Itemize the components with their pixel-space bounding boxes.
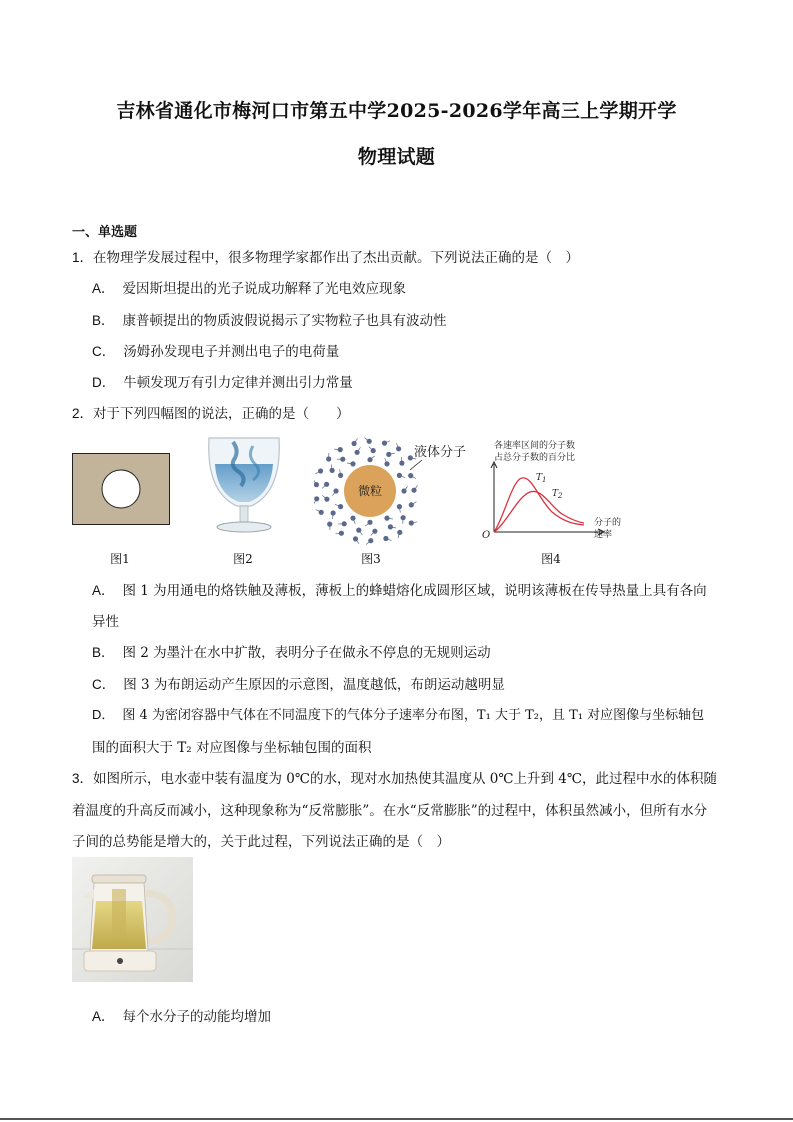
curve-t2-label: $T_2$ — [552, 489, 563, 500]
molecule-velocity-arrow — [334, 449, 340, 450]
liquid-molecule — [338, 504, 343, 509]
liquid-molecule — [411, 488, 416, 493]
liquid-molecule — [397, 473, 402, 478]
liquid-pointer — [410, 460, 422, 470]
glass-stem — [240, 506, 248, 522]
liquid-molecule — [382, 441, 387, 446]
q3-option-a — [92, 1005, 271, 1025]
base-button — [117, 958, 123, 964]
q2-option-d — [92, 704, 704, 723]
figure3-brownian-diagram — [314, 436, 474, 546]
option-label: A． — [92, 583, 115, 598]
q2-option-a-cont: 异性 — [92, 614, 119, 630]
liquid-molecule — [314, 482, 319, 487]
curve-t2 — [494, 491, 584, 532]
q2-option-b — [92, 641, 491, 661]
kettle-photo — [72, 857, 193, 982]
option-text-line1: 图 4 为密闭容器中气体在不同温度下的气体分子速率分布图，T₁ 大于 T₂，且 T₁ 对应图像与坐标轴包 — [122, 708, 705, 723]
option-text: 每个水分子的动能均增加 — [122, 1009, 272, 1025]
kettle-lid — [92, 875, 146, 883]
option-label: B． — [92, 313, 115, 328]
q2-option-c — [92, 673, 505, 693]
liquid-molecule — [318, 468, 323, 473]
liquid-molecule — [356, 528, 361, 533]
liquid-molecule — [386, 452, 391, 457]
fig4-ylabel-line2: 占总分子数的百分比 — [494, 453, 576, 463]
curve-t1-label: $T_1$ — [536, 473, 547, 484]
figure2-ink-glass — [203, 432, 285, 534]
option-label: D． — [92, 375, 116, 390]
option-label: A． — [92, 281, 115, 296]
liquid-molecule — [350, 516, 355, 521]
figure2-caption: 图2 — [233, 552, 253, 566]
figure4-caption: 图4 — [541, 552, 561, 566]
page-bottom-rule — [0, 1118, 793, 1120]
option-label: C． — [92, 677, 116, 692]
liquid-molecule — [409, 520, 414, 525]
page-title-line2: 物理试题 — [357, 146, 436, 168]
q2-number: 2． — [72, 406, 94, 421]
fig4-xlabel-line2: 速率 — [594, 530, 613, 540]
q2-option-d-cont: 围的面积大于 T₂ 对应图像与坐标轴包围的面积 — [92, 740, 372, 756]
liquid-molecule — [319, 510, 324, 515]
option-label: D． — [92, 707, 115, 722]
q1-option-a — [92, 277, 406, 297]
option-text: 图 3 为布朗运动产生原因的示意图，温度越低，布朗运动越明显 — [123, 677, 505, 693]
liquid-molecule — [409, 502, 414, 507]
figure1-board-diagram — [72, 453, 170, 525]
q2-option-a — [92, 579, 707, 599]
option-text: 爱因斯坦提出的光子说成功解释了光电效应现象 — [122, 281, 407, 297]
q1-number: 1． — [72, 250, 94, 265]
infuser — [112, 889, 126, 937]
option-label: A． — [92, 1009, 115, 1024]
melted-circle — [102, 470, 140, 508]
option-text: 康普顿提出的物质波假说揭示了实物粒子也具有波动性 — [122, 313, 447, 329]
q1-option-d — [92, 371, 353, 391]
q1-stem — [72, 246, 579, 266]
figure4-speed-distribution — [480, 438, 630, 544]
liquid-molecule — [383, 536, 388, 541]
q1-text: 在物理学发展过程中，很多物理学家都作出了杰出贡献。下列说法正确的是（ ） — [93, 250, 580, 266]
liquid-label: 液体分子 — [414, 445, 467, 460]
fig4-ylabel-line1: 各速率区间的分子数 — [494, 441, 576, 451]
q1-option-c — [92, 340, 339, 360]
section-heading: 一、单选题 — [72, 225, 138, 240]
curve-t1 — [494, 478, 584, 532]
q3-stem-line1 — [72, 767, 717, 787]
q1-option-b — [92, 309, 447, 329]
q3-stem-line2: 着温度的升高反而减小，这种现象称为“反常膨胀”。在水“反常膨胀”的过程中，体积虽然减小，但所有水分 — [72, 803, 708, 819]
figure1-caption: 图1 — [110, 552, 130, 566]
glass-base — [217, 522, 271, 532]
q2-stem — [72, 402, 350, 422]
molecule-velocity-arrow — [401, 457, 402, 463]
option-label: C． — [92, 344, 116, 359]
q3-number: 3． — [72, 771, 94, 786]
fig4-origin: O — [482, 530, 491, 541]
fig4-xlabel-line1: 分子的 — [594, 518, 622, 528]
option-text: 图 2 为墨汁在水中扩散，表明分子在做永不停息的无规则运动 — [122, 645, 491, 661]
option-label: B． — [92, 645, 115, 660]
figure3-caption: 图3 — [361, 552, 381, 566]
option-text-line1: 图 1 为用通电的烙铁触及薄板，薄板上的蜂蜡熔化成圆形区域，说明该薄板在传导热量上具有各向 — [122, 583, 707, 599]
q3-stem-line3: 子间的总势能是增大的，关于此过程，下列说法正确的是（ ） — [72, 834, 450, 850]
q3-text-line1: 如图所示，电水壶中装有温度为 0℃的水，现对水加热使其温度从 0℃上升到 4℃，此过程中水的体积随 — [93, 771, 717, 787]
option-text: 汤姆孙发现电子并测出电子的电荷量 — [123, 344, 340, 360]
particle-label: 微粒 — [357, 484, 383, 498]
liquid-molecule — [314, 496, 319, 501]
option-text: 牛顿发现万有引力定律并测出引力常量 — [123, 375, 353, 391]
page-title-line1: 吉林省通化市梅河口市第五中学2025-2026学年高三上学期开学 — [116, 100, 677, 122]
q2-text: 对于下列四幅图的说法，正确的是（ ） — [93, 406, 350, 422]
